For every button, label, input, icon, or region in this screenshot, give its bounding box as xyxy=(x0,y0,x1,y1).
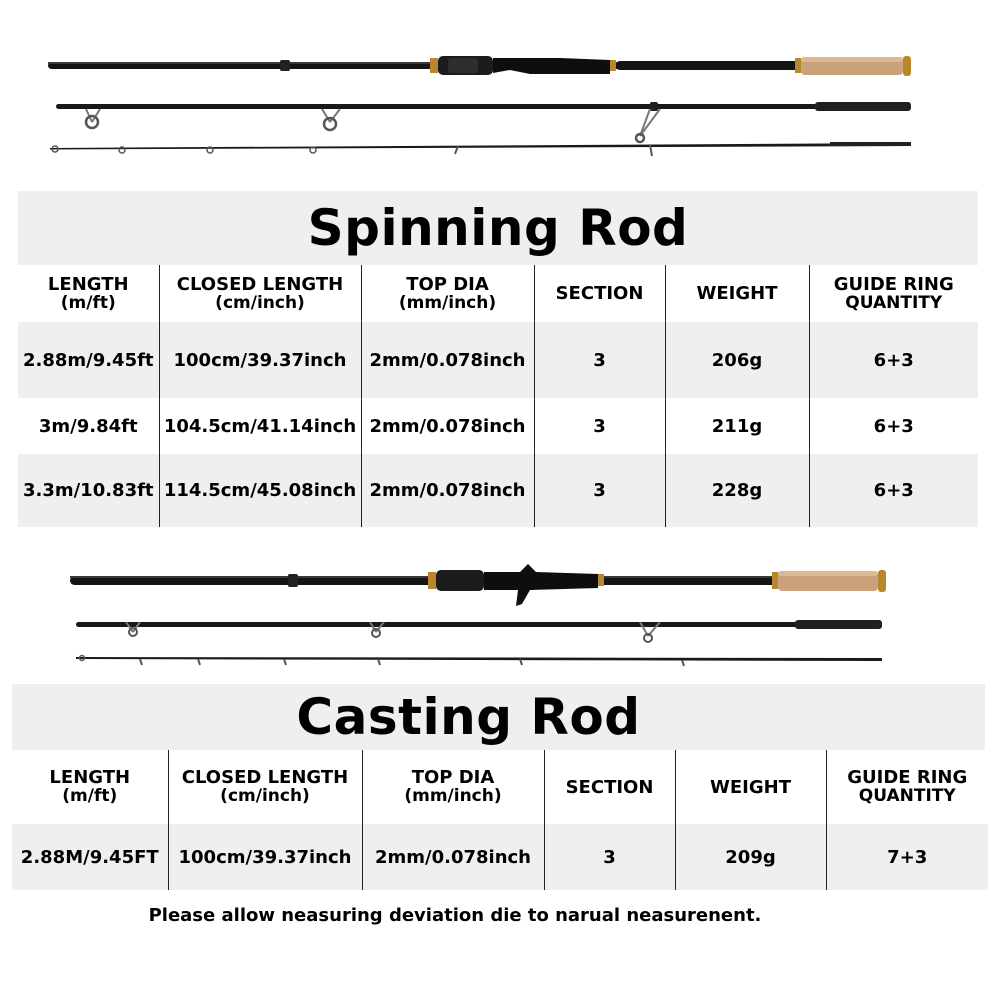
cell-weight: 228g xyxy=(665,454,809,527)
header-guide-ring-quantity: GUIDE RING QUANTITY xyxy=(826,750,988,824)
cell-closed-length: 104.5cm/41.14inch xyxy=(159,398,361,454)
casting-rod-butt-section xyxy=(70,564,886,606)
cell-weight: 211g xyxy=(665,398,809,454)
cell-top-dia: 2mm/0.078inch xyxy=(361,322,534,398)
cell-top-dia: 2mm/0.078inch xyxy=(361,454,534,527)
header-section: SECTION xyxy=(544,750,675,824)
spinning-rod-butt-section xyxy=(48,56,911,76)
spinning-table-header-row xyxy=(18,265,978,322)
spinning-rod-illustration xyxy=(0,40,1000,170)
cell-section: 3 xyxy=(534,322,665,398)
cell-top-dia: 2mm/0.078inch xyxy=(362,824,544,890)
table-row xyxy=(18,454,978,527)
cell-guide-ring-quantity: 6+3 xyxy=(809,322,978,398)
cell-section: 3 xyxy=(544,824,675,890)
header-top-dia: TOP DIA (mm/inch) xyxy=(362,750,544,824)
cell-length: 2.88M/9.45FT xyxy=(12,824,168,890)
casting-rod-mid-section xyxy=(76,620,882,642)
table-row xyxy=(18,322,978,398)
spinning-rod-tip-section xyxy=(50,142,911,156)
casting-rod-spec-table xyxy=(12,750,988,890)
table-row xyxy=(12,824,988,890)
casting-rod-title: Casting Rod xyxy=(296,688,641,746)
measurement-deviation-note: Please allow neasuring deviation die to narual neasurenent. xyxy=(148,905,762,926)
cell-weight: 206g xyxy=(665,322,809,398)
header-closed-length: CLOSED LENGTH (cm/inch) xyxy=(168,750,362,824)
header-top-dia: TOP DIA (mm/inch) xyxy=(361,265,534,322)
casting-table-header-row xyxy=(12,750,988,824)
cell-weight: 209g xyxy=(675,824,826,890)
table-row xyxy=(18,398,978,454)
header-weight: WEIGHT xyxy=(665,265,809,322)
header-guide-ring-quantity: GUIDE RING QUANTITY xyxy=(809,265,978,322)
header-length: LENGTH (m/ft) xyxy=(47,273,129,313)
spinning-rod-mid-section xyxy=(56,102,911,142)
cell-section: 3 xyxy=(534,398,665,454)
header-section: SECTION xyxy=(534,265,665,322)
casting-rod-illustration xyxy=(0,560,1000,670)
cell-section: 3 xyxy=(534,454,665,527)
cell-guide-ring-quantity: 6+3 xyxy=(809,398,978,454)
spinning-rod-spec-table xyxy=(18,265,978,527)
cell-length: 3m/9.84ft xyxy=(38,415,138,437)
cell-guide-ring-quantity: 7+3 xyxy=(826,824,988,890)
cell-closed-length: 100cm/39.37inch xyxy=(159,322,361,398)
casting-rod-tip-section xyxy=(76,656,882,667)
spinning-rod-title: Spinning Rod xyxy=(307,199,689,257)
cell-closed-length: 114.5cm/45.08inch xyxy=(159,454,361,527)
spinning-rod-title-band xyxy=(18,191,978,265)
cell-guide-ring-quantity: 6+3 xyxy=(809,454,978,527)
casting-rod-title-band xyxy=(12,684,985,750)
header-closed-length: CLOSED LENGTH (cm/inch) xyxy=(159,265,361,322)
header-weight: WEIGHT xyxy=(675,750,826,824)
cell-top-dia: 2mm/0.078inch xyxy=(361,398,534,454)
cell-length: 2.88m/9.45ft xyxy=(18,322,159,398)
header-length: LENGTH (m/ft) xyxy=(49,767,131,806)
cell-length: 3.3m/10.83ft xyxy=(18,454,159,527)
cell-closed-length: 100cm/39.37inch xyxy=(168,824,362,890)
